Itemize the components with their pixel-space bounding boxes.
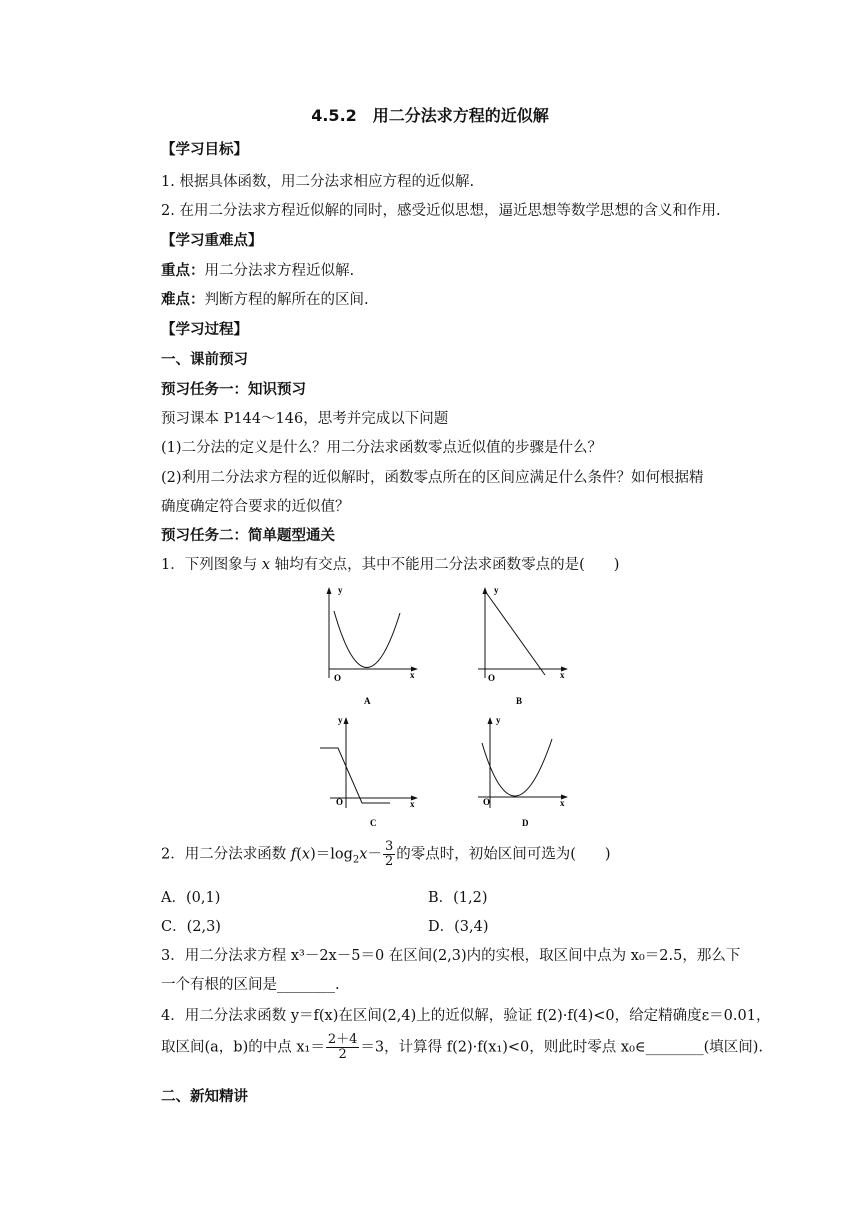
graph-b — [472, 583, 582, 708]
problem-2-frac-num: 3 — [384, 839, 394, 854]
problem-4-line-2 — [161, 1033, 763, 1062]
goals-header: 【学习目标】 — [161, 142, 248, 158]
option-c: C．(2,3) — [161, 919, 221, 935]
section-1-heading: 一、课前预习 — [161, 352, 248, 368]
problem-3-line-2: 一个有根的区间是________. — [161, 977, 340, 993]
key-label: 重点： — [161, 263, 205, 279]
option-d: D．(3,4) — [428, 919, 489, 935]
graph-b-origin-label: O — [488, 673, 496, 683]
problem-2-log: )＝log — [310, 846, 353, 863]
section-2-heading: 二、新知精讲 — [161, 1089, 248, 1105]
graph-d-caption: D — [522, 818, 529, 828]
key-header: 【学习重难点】 — [161, 233, 263, 249]
option-a: A．(0,1) — [161, 890, 221, 906]
problem-4-line-1: 4．用二分法求函数 y＝f(x)在区间(2,4)上的近似解，验证 f(2)·f(4)<0，给定精确度ε＝0.01， — [161, 1008, 771, 1024]
problem-4-frac-num: 2＋4 — [327, 1032, 358, 1047]
goal-1: 1. 根据具体函数，用二分法求相应方程的近似解. — [161, 174, 475, 190]
problem-2-fraction — [383, 840, 395, 869]
problem-1-text-a: 1．下列图象与 — [161, 557, 262, 573]
problem-4-fraction — [326, 1033, 360, 1062]
graph-c — [316, 713, 426, 838]
graph-d-x-label: x — [560, 798, 565, 808]
graph-b-caption: B — [516, 696, 523, 706]
graph-b-x-label: x — [560, 670, 565, 680]
difficulty-label: 难点： — [161, 292, 205, 308]
problem-2: 2．用二分法求函数 $f(x)=\log_2x-$ $\frac{3}{2}$ 的零点时，初始区间可选为( ) — [161, 839, 611, 869]
task-2-heading: 预习任务二：简单题型通关 — [161, 528, 335, 544]
key-point — [161, 259, 354, 280]
process-header: 【学习过程】 — [161, 322, 248, 338]
problem-4-frac-den: 2 — [338, 1047, 347, 1062]
question-2-line-1: (2)利用二分法求方程的近似解时，函数零点所在的区间应满足什么条件？如何根据精 — [161, 470, 704, 486]
problem-2-log-base: 2 — [352, 854, 360, 866]
graph-d-y-label: y — [496, 715, 501, 725]
graph-a-x-label: x — [410, 670, 415, 680]
problem-2-x: x — [301, 846, 311, 863]
task-1-intro: 预习课本 P144～146，思考并完成以下问题 — [161, 411, 449, 427]
graph-a — [316, 583, 426, 708]
problem-2-frac-den: 2 — [384, 854, 394, 869]
graph-c-caption: C — [370, 818, 377, 828]
difficulty-text: 判断方程的解所在的区间. — [204, 292, 369, 308]
problem-1-text-b: 轴均有交点，其中不能用二分法求函数零点的是( ) — [270, 557, 620, 573]
graph-d — [472, 713, 582, 838]
key-text: 用二分法求方程近似解. — [204, 263, 355, 279]
graph-c-x-label: x — [410, 799, 415, 809]
graph-d-origin-label: O — [483, 797, 491, 807]
problem-2-text-b: 的零点时，初始区间可选为( ) — [396, 846, 611, 863]
graph-c-origin-label: O — [336, 797, 344, 807]
problem-2-text-a: 2．用二分法求函数 — [161, 846, 291, 863]
problem-2-x2: x — [359, 846, 368, 863]
graph-c-y-label: y — [338, 715, 343, 725]
difficulty-point — [161, 288, 369, 309]
problem-3-line-1: 3．用二分法求方程 x³－2x－5＝0 在区间(2,3)内的实根，取区间中点为 x₀＝2.5，那么下 — [161, 948, 741, 964]
question-2-line-2: 确度确定符合要求的近似值？ — [161, 499, 350, 515]
goal-2: 2. 在用二分法求方程近似解的同时，感受近似思想，逼近思想等数学思想的含义和作用. — [161, 203, 721, 219]
option-b: B．(1,2) — [428, 890, 488, 906]
graph-a-y-label: y — [338, 585, 343, 595]
task-1-heading: 预习任务一：知识预习 — [161, 382, 306, 398]
problem-4-text-a: 取区间(a，b)的中点 x₁＝ — [161, 1039, 325, 1056]
problem-2-minus: － — [367, 846, 382, 863]
problem-1-var: x — [261, 557, 271, 573]
graph-a-caption: A — [364, 696, 371, 706]
question-1: (1)二分法的定义是什么？用二分法求函数零点近似值的步骤是什么？ — [161, 440, 603, 456]
problem-4-text-b: ＝3，计算得 f(2)·f(x₁)<0，则此时零点 x₀∈________(填区间). — [360, 1039, 764, 1056]
page-title: 4.5.2 用二分法求方程的近似解 — [311, 106, 549, 125]
graph-a-origin-label: O — [334, 673, 342, 683]
graph-b-y-label: y — [494, 585, 499, 595]
problem-1 — [161, 553, 619, 574]
problem-2-f: f — [290, 846, 297, 863]
